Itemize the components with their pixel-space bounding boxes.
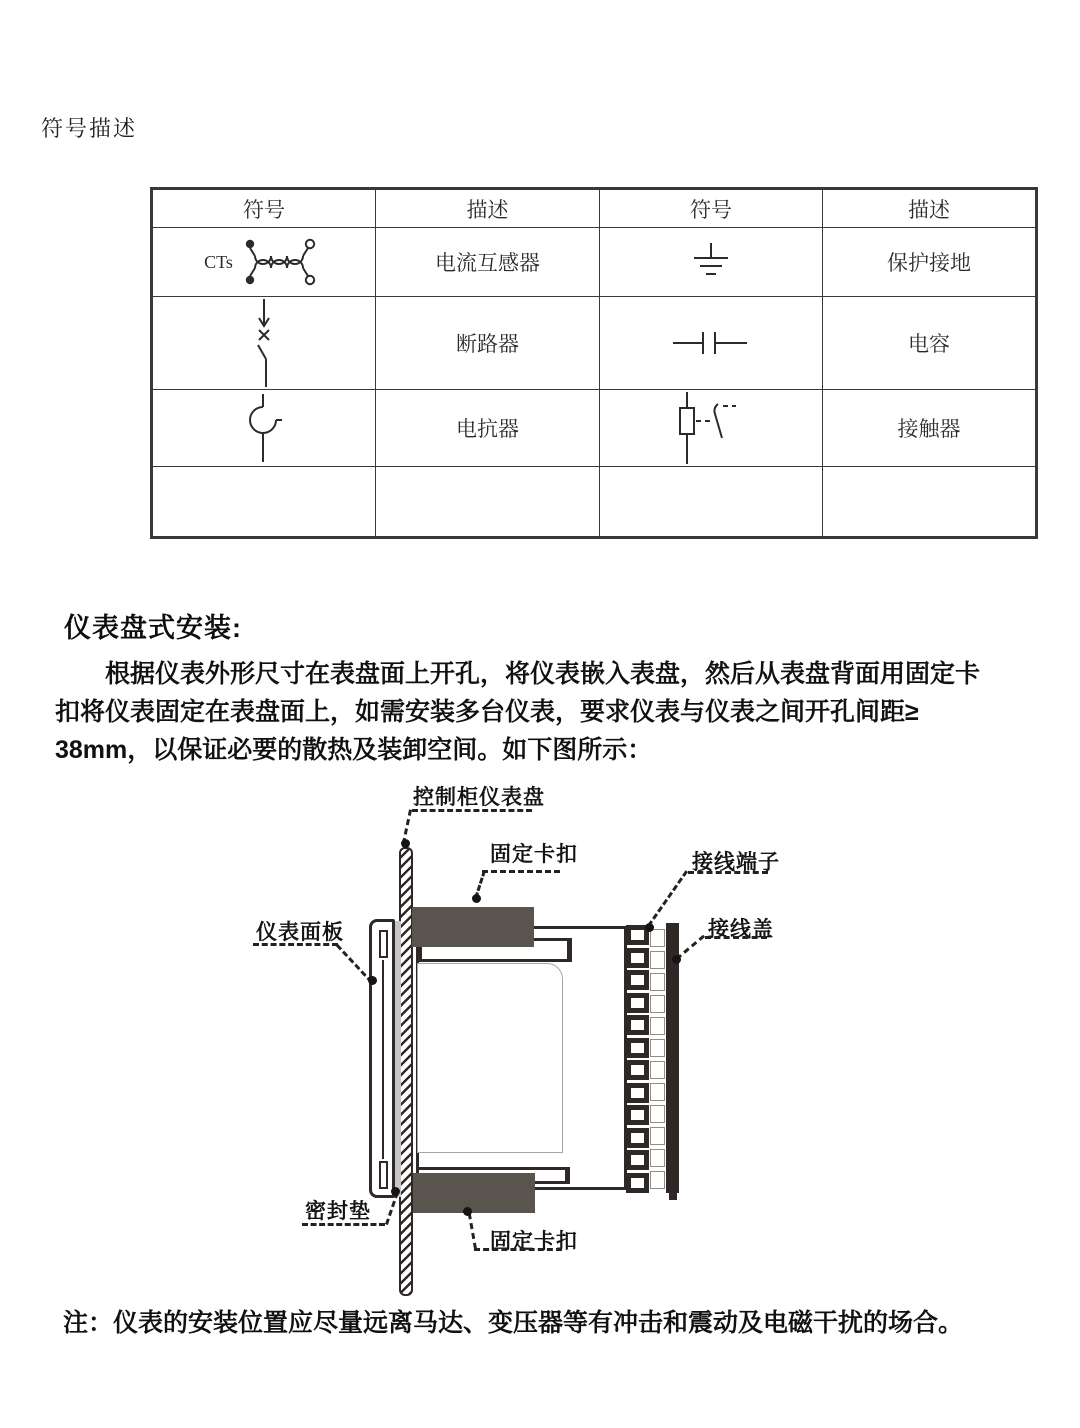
- desc-current-transformer: 电流互感器: [376, 228, 600, 297]
- leader-dot: [472, 894, 481, 903]
- install-note: 注：仪表的安装位置应尽量远离马达、变压器等有冲击和震动及电磁干扰的场合。: [63, 1309, 964, 1337]
- reactor-symbol-cell: [152, 390, 376, 467]
- terminal-cell: [626, 993, 649, 1013]
- table-header-symbol-2: 符号: [600, 189, 823, 228]
- faceplate-tab-top: [379, 930, 388, 958]
- desc-capacitor: 电容: [823, 297, 1037, 390]
- terminal-back-cell: [650, 1105, 665, 1123]
- leader-underline: [705, 936, 767, 939]
- fixing-clip-bottom: [413, 1173, 535, 1213]
- leader-underline: [482, 870, 560, 873]
- table-row-empty: [152, 467, 1037, 538]
- label-fixing-clip-bottom: 固定卡扣: [490, 1230, 578, 1253]
- table-row: [152, 390, 1037, 467]
- table-header-desc-2: 描述: [823, 189, 1037, 228]
- table-row: [152, 297, 1037, 390]
- terminal-cell: [626, 1083, 649, 1103]
- paragraph-line: 根据仪表外形尺寸在表盘面上开孔，将仪表嵌入表盘，然后从表盘背面用固定卡: [105, 660, 981, 688]
- leader-dot: [368, 976, 377, 985]
- terminal-back-cell: [650, 1083, 665, 1101]
- terminal-cell: [626, 1038, 649, 1058]
- faceplate-tab-bottom: [379, 1161, 388, 1189]
- leader-line: [468, 1213, 477, 1249]
- leader-underline: [474, 1248, 562, 1251]
- leader-underline: [688, 871, 768, 874]
- circuit-breaker-symbol-cell: [152, 297, 376, 390]
- terminal-cell: [626, 1105, 649, 1125]
- capacitor-icon: [669, 329, 753, 357]
- terminal-cell: [626, 1173, 649, 1193]
- terminal-back-cell: [650, 1171, 665, 1189]
- label-sealing-gasket: 密封垫: [305, 1200, 371, 1223]
- leader-dot: [672, 955, 681, 964]
- wiring-cover-nub: [669, 1193, 677, 1200]
- ct-label: CTs: [204, 251, 233, 272]
- cabinet-panel-hatched: [399, 847, 413, 1296]
- terminal-back-cell: [650, 951, 665, 969]
- terminal-strip-back: [650, 929, 667, 1189]
- terminal-back-cell: [650, 1061, 665, 1079]
- paragraph-line: 扣将仪表固定在表盘面上，如需安装多台仪表，要求仪表与仪表之间开孔间距≥: [55, 698, 919, 726]
- current-transformer-symbol-cell: [152, 228, 376, 297]
- terminal-cell: [626, 1128, 649, 1148]
- terminal-cell: [626, 970, 649, 990]
- leader-dot: [645, 923, 654, 932]
- terminal-strip: [626, 925, 650, 1193]
- empty-cell: [376, 467, 600, 538]
- symbol-table: [150, 187, 1038, 539]
- faceplate-inner-line: [382, 960, 384, 1159]
- terminal-back-cell: [650, 1039, 665, 1057]
- leader-dot: [463, 1207, 472, 1216]
- leader-dot: [391, 1187, 400, 1196]
- contactor-icon: [666, 390, 756, 466]
- terminal-cell: [626, 1150, 649, 1170]
- sealing-gasket: [395, 921, 401, 1197]
- terminal-cell: [626, 1060, 649, 1080]
- label-instrument-faceplate: 仪表面板: [256, 921, 344, 944]
- meter-inner-panel: [417, 963, 563, 1153]
- table-row: [152, 228, 1037, 297]
- reactor-icon: [238, 392, 290, 464]
- table-header-row: [152, 189, 1037, 228]
- panel-mount-diagram: [250, 775, 830, 1310]
- protective-earth-symbol-cell: [600, 228, 823, 297]
- desc-circuit-breaker: 断路器: [376, 297, 600, 390]
- terminal-back-cell: [650, 1017, 665, 1035]
- symbol-description-title: 符号描述: [41, 116, 138, 141]
- terminal-back-cell: [650, 1127, 665, 1145]
- circuit-breaker-icon: [244, 297, 284, 389]
- terminal-back-cell: [650, 929, 665, 947]
- install-section-heading: 仪表盘式安装:: [64, 613, 242, 643]
- leader-underline: [302, 1223, 385, 1226]
- empty-cell: [600, 467, 823, 538]
- leader-line: [336, 944, 373, 983]
- leader-underline: [412, 809, 532, 812]
- contactor-symbol-cell: [600, 390, 823, 467]
- table-header-desc-1: 描述: [376, 189, 600, 228]
- leader-line: [647, 870, 688, 927]
- leader-dot: [401, 839, 410, 848]
- paragraph-line: 38mm，以保证必要的散热及装卸空间。如下图所示：: [55, 736, 653, 764]
- protective-earth-icon: [687, 241, 735, 283]
- terminal-cell: [626, 948, 649, 968]
- empty-cell: [152, 467, 376, 538]
- capacitor-symbol-cell: [600, 297, 823, 390]
- desc-protective-earth: 保护接地: [823, 228, 1037, 297]
- empty-cell: [823, 467, 1037, 538]
- terminal-back-cell: [650, 973, 665, 991]
- label-fixing-clip-top: 固定卡扣: [490, 843, 578, 866]
- terminal-cell: [626, 1015, 649, 1035]
- terminal-back-cell: [650, 1149, 665, 1167]
- leader-underline: [253, 943, 338, 946]
- terminal-back-cell: [650, 995, 665, 1013]
- desc-contactor: 接触器: [823, 390, 1037, 467]
- desc-reactor: 电抗器: [376, 390, 600, 467]
- table-header-symbol-1: 符号: [152, 189, 376, 228]
- fixing-clip-top: [412, 907, 534, 947]
- label-wiring-terminal: 接线端子: [692, 851, 780, 874]
- label-wiring-cover: 接线盖: [708, 918, 774, 941]
- label-cabinet-panel: 控制柜仪表盘: [413, 786, 545, 809]
- current-transformer-icon: [240, 235, 324, 289]
- install-paragraph: [55, 655, 1055, 769]
